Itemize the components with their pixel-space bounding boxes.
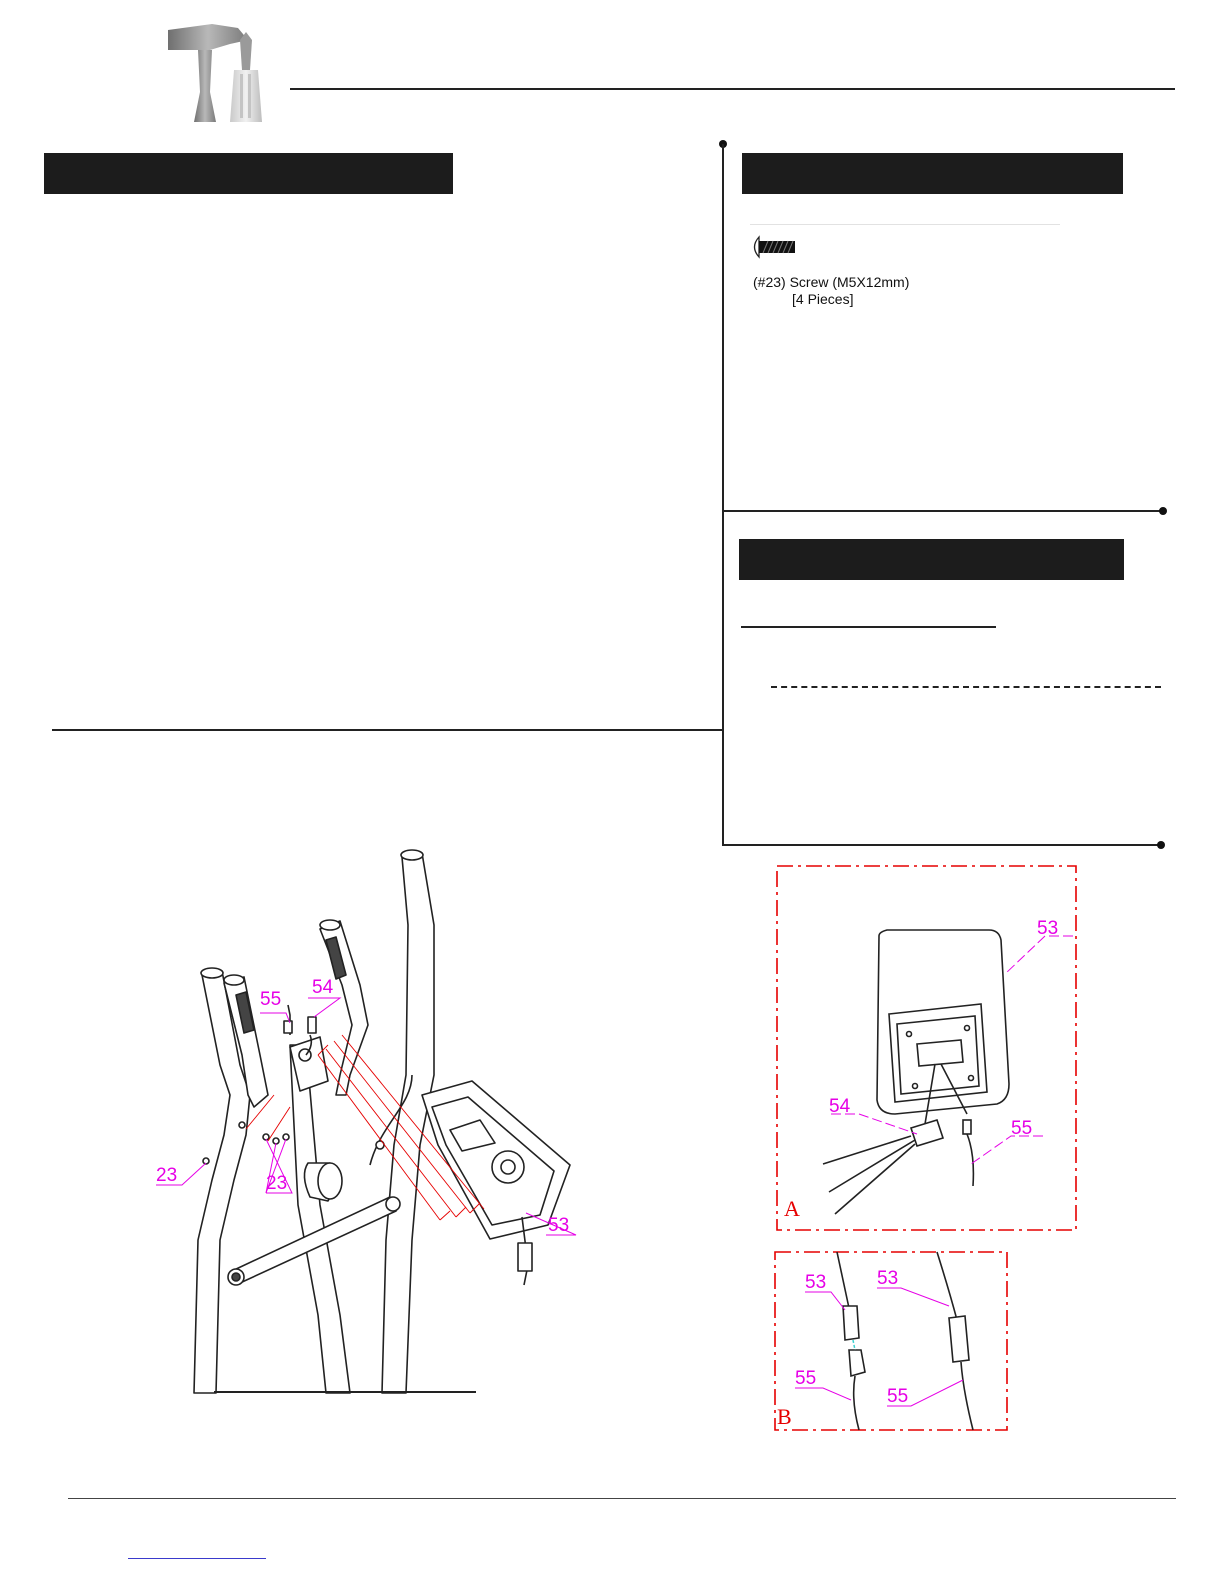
detail-b-callout-53-right: 53 [877,1268,899,1289]
section-header-bar-hardware [742,153,1123,194]
hammer-screwdriver-icon [160,22,278,157]
notes-dashed-line [771,686,1161,688]
detail-a-drawing [775,864,1078,1232]
screw-icon [749,236,797,258]
detail-b-callout-55-left: 55 [795,1368,817,1389]
frame-vertical-line [722,144,724,846]
hardware-divider [750,224,1060,225]
tools-icon [160,22,278,157]
detail-b-callout-53-left: 53 [805,1272,827,1293]
notes-underline [741,626,996,628]
footer-link-underline[interactable] [128,1558,266,1559]
frame-dot-bottom [1157,841,1165,849]
frame-bottom-rule [724,844,1160,846]
frame-dot-mid [1159,507,1167,515]
callout-23-left: 23 [156,1165,178,1186]
screw-label: (#23) Screw (M5X12mm) [753,274,910,290]
section-header-bar-notes [739,539,1124,580]
callout-53: 53 [548,1215,570,1236]
detail-b-callout-55-right: 55 [887,1386,909,1407]
callout-55: 55 [260,989,282,1010]
frame-mid-rule [724,510,1164,512]
detail-b-letter: B [777,1404,792,1429]
callout-23-center: 23 [266,1173,288,1194]
detail-a-callout-55: 55 [1011,1118,1033,1139]
footer-rule [68,1498,1176,1499]
detail-b-drawing [773,1250,1009,1432]
callout-54: 54 [312,977,334,998]
screw-quantity: [4 Pieces] [792,291,854,307]
detail-a-callout-54: 54 [829,1096,851,1117]
assembly-drawing [150,845,590,1400]
left-section-rule [52,729,724,731]
section-header-bar-left [44,153,453,194]
detail-a-letter: A [784,1196,800,1221]
detail-a-callout-53: 53 [1037,918,1059,939]
header-rule [290,88,1175,90]
